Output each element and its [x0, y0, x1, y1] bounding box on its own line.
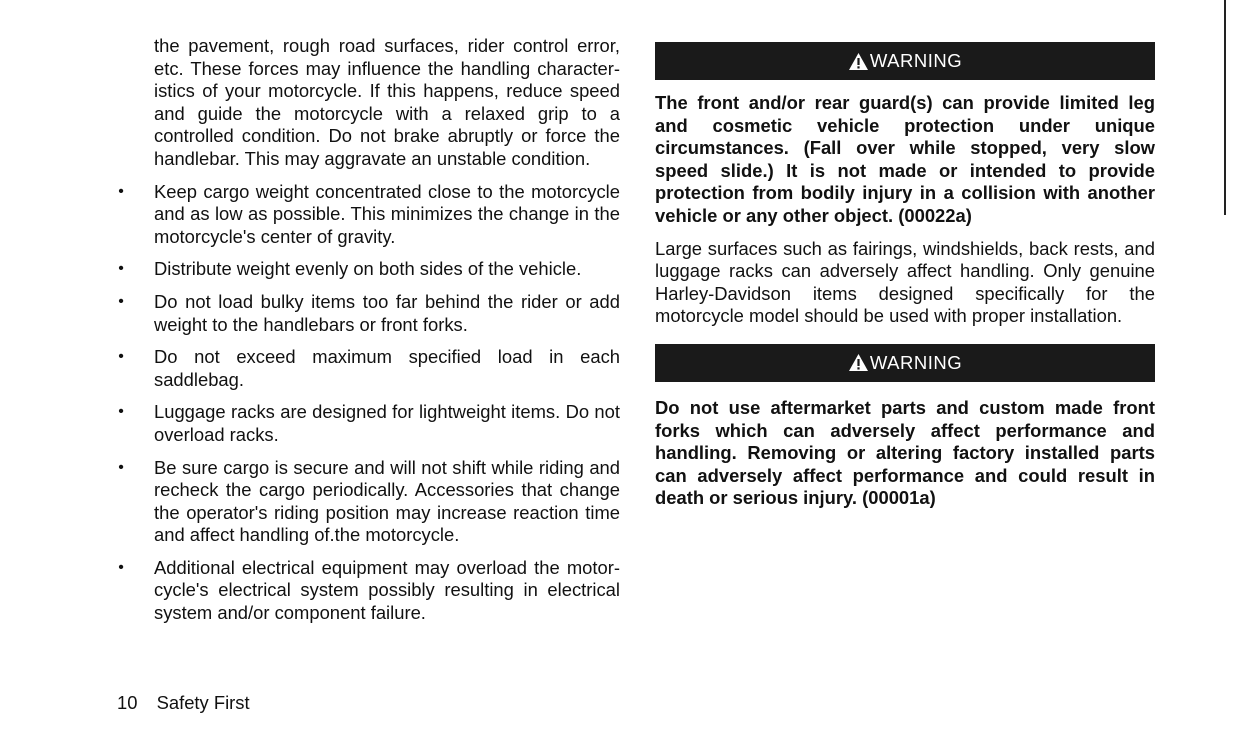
warning-label: WARNING — [869, 49, 963, 71]
list-item-text: Distribute weight evenly on both sides of the vehicle. — [154, 258, 582, 280]
right-column — [655, 42, 1155, 520]
list-item — [118, 346, 620, 391]
warning-triangle-icon — [848, 353, 869, 372]
bullet-icon: • — [118, 348, 124, 366]
list-item-text: Luggage racks are designed for lightweight items. Do not overload racks. — [154, 401, 620, 445]
list-item — [118, 401, 620, 446]
list-item — [118, 456, 620, 547]
bullet-icon: • — [118, 292, 124, 310]
bullet-icon: • — [118, 182, 124, 200]
list-item-text: Be sure cargo is secure and will not shift while riding and recheck the cargo periodically. Accessories that change the operator's riding position may increase reaction time and affect handling of.the motorcycle. — [154, 456, 620, 546]
warning-text: Do not use aftermarket parts and custom made front forks which can adversely affect performance and handling. Removing or altering factory installed parts can adversely affect performance and could result in death or serious injury. (00001a) — [655, 396, 1155, 509]
list-item — [118, 180, 620, 249]
list-item-text: Keep cargo weight concentrated close to the motorcycle and as low as possible. This minimizes the change in the motorcycle's center of gravity. — [154, 180, 620, 247]
warning-text: The front and/or rear guard(s) can provide limited leg and cosmetic vehicle protection under unique circumstances. (Fall over while stopped, very slow speed slide.) It is not made or intended to provide protection from bodily injury in a collision with another vehicle or any other object. (00022a) — [655, 92, 1155, 226]
list-item — [118, 290, 620, 336]
bullet-icon: • — [118, 260, 124, 278]
warning-banner — [655, 344, 1155, 382]
warning-triangle-icon — [848, 52, 869, 71]
bullet-icon: • — [118, 458, 124, 476]
page-number: 10 — [117, 692, 138, 713]
list-item-text: Do not load bulky items too far behind the rider or add weight to the handlebars or front forks. — [154, 290, 620, 335]
section-title: Safety First — [156, 692, 250, 713]
page-edge-rule — [1224, 0, 1226, 215]
warning-banner — [655, 42, 1155, 80]
continuation-paragraph: the pavement, rough road surfaces, rider control error, etc. These forces may influence the handling character-istics of your motorcycle. If this happens, reduce speed and guide the motorcycle with a relaxed grip to a controlled condition. Do not brake abruptly or force the handlebar. This may aggravate an unstable condition. — [154, 35, 620, 169]
warning-label: WARNING — [869, 351, 963, 373]
list-item — [118, 556, 620, 625]
bullet-icon: • — [118, 558, 124, 576]
handling-paragraph: Large surfaces such as fairings, windshields, back rests, and luggage racks can adversely affect handling. Only genuine Harley-Davidson items designed specifically for the motorcycle model should be used with proper installation. — [655, 237, 1155, 327]
bullet-icon: • — [118, 403, 124, 421]
page-footer — [117, 692, 250, 714]
list-item — [118, 258, 620, 281]
list-item-text: Additional electrical equipment may overload the motor-cycle's electrical system possibly resulting in electrical system and/or component failure. — [154, 556, 620, 624]
list-item-text: Do not exceed maximum specified load in each saddlebag. — [154, 346, 620, 390]
left-column — [118, 35, 620, 635]
bullet-list — [118, 180, 620, 625]
